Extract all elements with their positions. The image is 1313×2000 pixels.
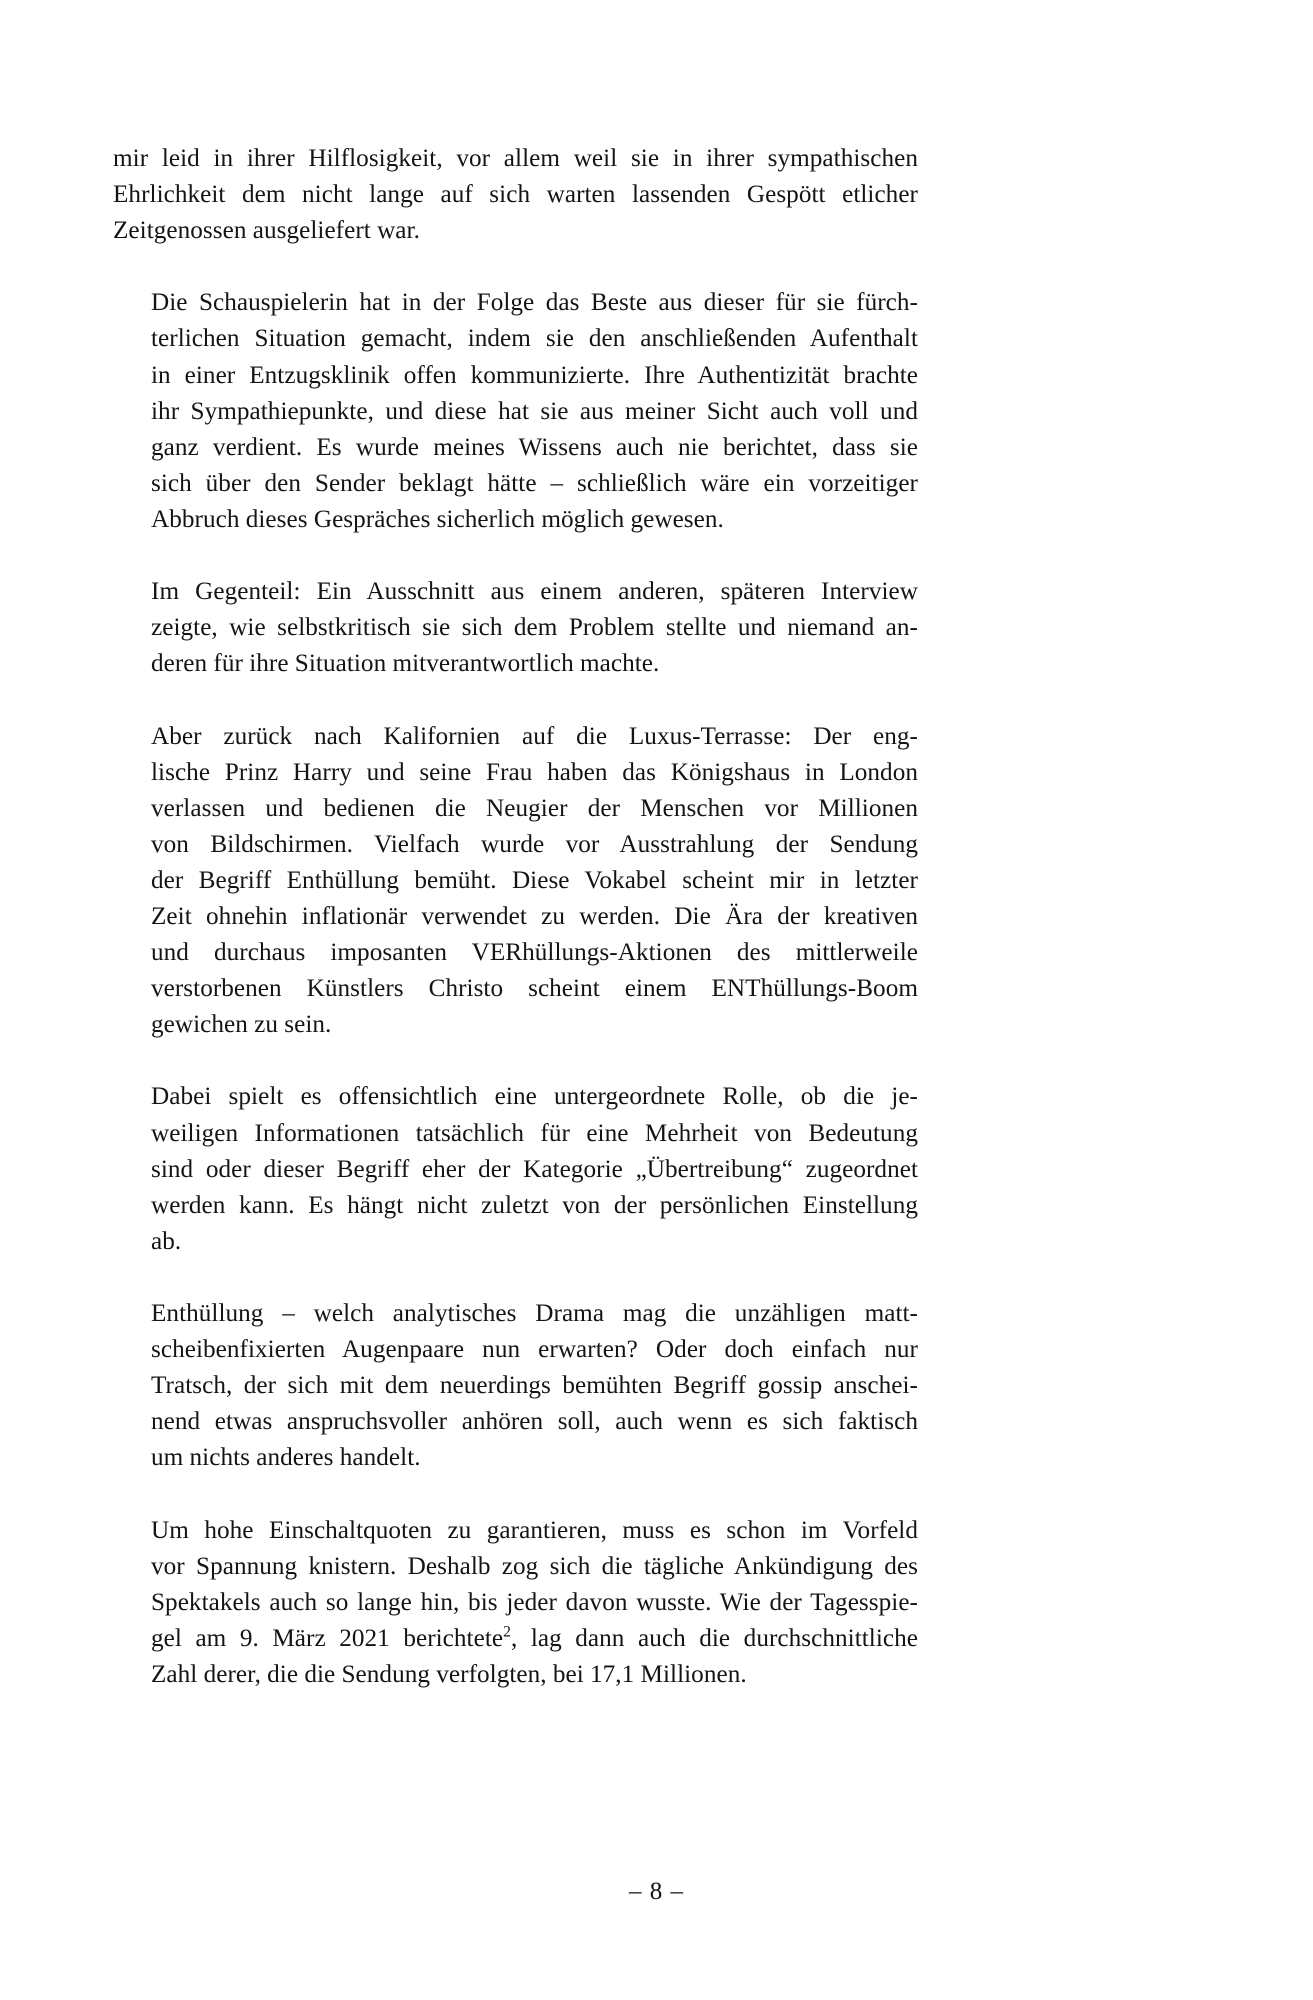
text-line: werden kann. Es hängt nicht zuletzt von der persönlichen Einstellung [151, 1191, 918, 1219]
text-line: vor Spannung knistern. Deshalb zog sich die tägliche Ankündigung des [151, 1552, 918, 1580]
text-line: um nichts anderes handelt. [151, 1444, 421, 1472]
text-line: Zahl derer, die die Sendung verfolgten, bei 17,1 Millionen. [151, 1660, 747, 1688]
paragraph-3 [113, 574, 918, 718]
text-line: weiligen Informationen tatsächlich für eine Mehrheit von Bedeutung [151, 1119, 918, 1147]
text-line: nend etwas anspruchsvoller anhören soll, auch wenn es sich faktisch [151, 1408, 918, 1436]
text-line: Um hohe Einschaltquoten zu garantieren, muss es schon im Vorfeld [151, 1516, 918, 1544]
text-line: Ehrlichkeit dem nicht lange auf sich warten lassenden Gespött etlicher [113, 181, 918, 209]
text-line: terlichen Situation gemacht, indem sie den anschließenden Aufenthalt [151, 325, 918, 353]
text-line: und durchaus imposanten VERhüllungs-Aktionen des mittlerweile [151, 939, 918, 967]
paragraph-4 [113, 719, 918, 1080]
page-number-folio: – 8 – [629, 1878, 684, 1905]
paragraph-5 [113, 1079, 918, 1296]
page-text-block [113, 141, 918, 1729]
text-line: lische Prinz Harry und seine Frau haben das Königshaus in London [151, 758, 918, 786]
text-line: Spektakels auch so lange hin, bis jeder davon wusste. Wie der Tagesspie- [151, 1588, 918, 1616]
text-line: gel am 9. März 2021 berichtete$^2$, lag dann auch die durchschnittliche [151, 1623, 918, 1652]
text-line: Tratsch, der sich mit dem neuerdings bemühten Begriff gossip anschei- [151, 1372, 918, 1400]
text-line: in einer Entzugsklinik offen kommunizierte. Ihre Authentizität brachte [151, 361, 918, 389]
text-line: Zeit ohnehin inflationär verwendet zu werden. Die Ära der kreativen [151, 902, 918, 930]
paragraph-1 [113, 141, 918, 285]
text-line: verstorbenen Künstlers Christo scheint einem ENThüllungs-Boom [151, 975, 918, 1003]
text-line: Enthüllung – welch analytisches Drama mag die unzähligen matt- [151, 1300, 918, 1327]
text-line: Aber zurück nach Kalifornien auf die Luxus-Terrasse: Der eng- [151, 722, 918, 750]
text-line: ganz verdient. Es wurde meines Wissens auch nie berichtet, dass sie [151, 433, 918, 461]
text-line: ab. [151, 1227, 182, 1255]
text-line: Die Schauspielerin hat in der Folge das Beste aus dieser für sie fürch- [151, 289, 918, 317]
footnote-marker: 2 [503, 1623, 511, 1641]
text-line: sind oder dieser Begriff eher der Kategorie „Übertreibung“ zugeordnet [151, 1155, 918, 1183]
paragraph-7 [113, 1513, 918, 1730]
text-line: ihr Sympathiepunkte, und diese hat sie aus meiner Sicht auch voll und [151, 397, 918, 425]
paragraph-2 [113, 285, 918, 574]
text-line: Im Gegenteil: Ein Ausschnitt aus einem anderen, späteren Interview [151, 578, 918, 606]
text-line: mir leid in ihrer Hilflosigkeit, vor allem weil sie in ihrer sympathischen [113, 145, 918, 172]
text-line: verlassen und bedienen die Neugier der Menschen vor Millionen [151, 794, 918, 822]
text-line: sich über den Sender beklagt hätte – schließlich wäre ein vorzeitiger [151, 469, 918, 497]
text-line: scheibenfixierten Augenpaare nun erwarten? Oder doch einfach nur [151, 1336, 918, 1364]
text-line: der Begriff Enthüllung bemüht. Diese Vokabel scheint mir in letzter [151, 866, 918, 894]
text-line: Dabei spielt es offensichtlich eine untergeordnete Rolle, ob die je- [151, 1083, 918, 1111]
text-line: deren für ihre Situation mitverantwortlich machte. [151, 650, 660, 678]
text-line: Zeitgenossen ausgeliefert war. [113, 217, 420, 245]
text-line: Abbruch dieses Gespräches sicherlich möglich gewesen. [151, 505, 724, 533]
text-line: gewichen zu sein. [151, 1011, 332, 1039]
text-line: zeigte, wie selbstkritisch sie sich dem Problem stellte und niemand an- [151, 614, 918, 642]
text-line: von Bildschirmen. Vielfach wurde vor Ausstrahlung der Sendung [151, 830, 918, 858]
paragraph-6 [113, 1296, 918, 1513]
